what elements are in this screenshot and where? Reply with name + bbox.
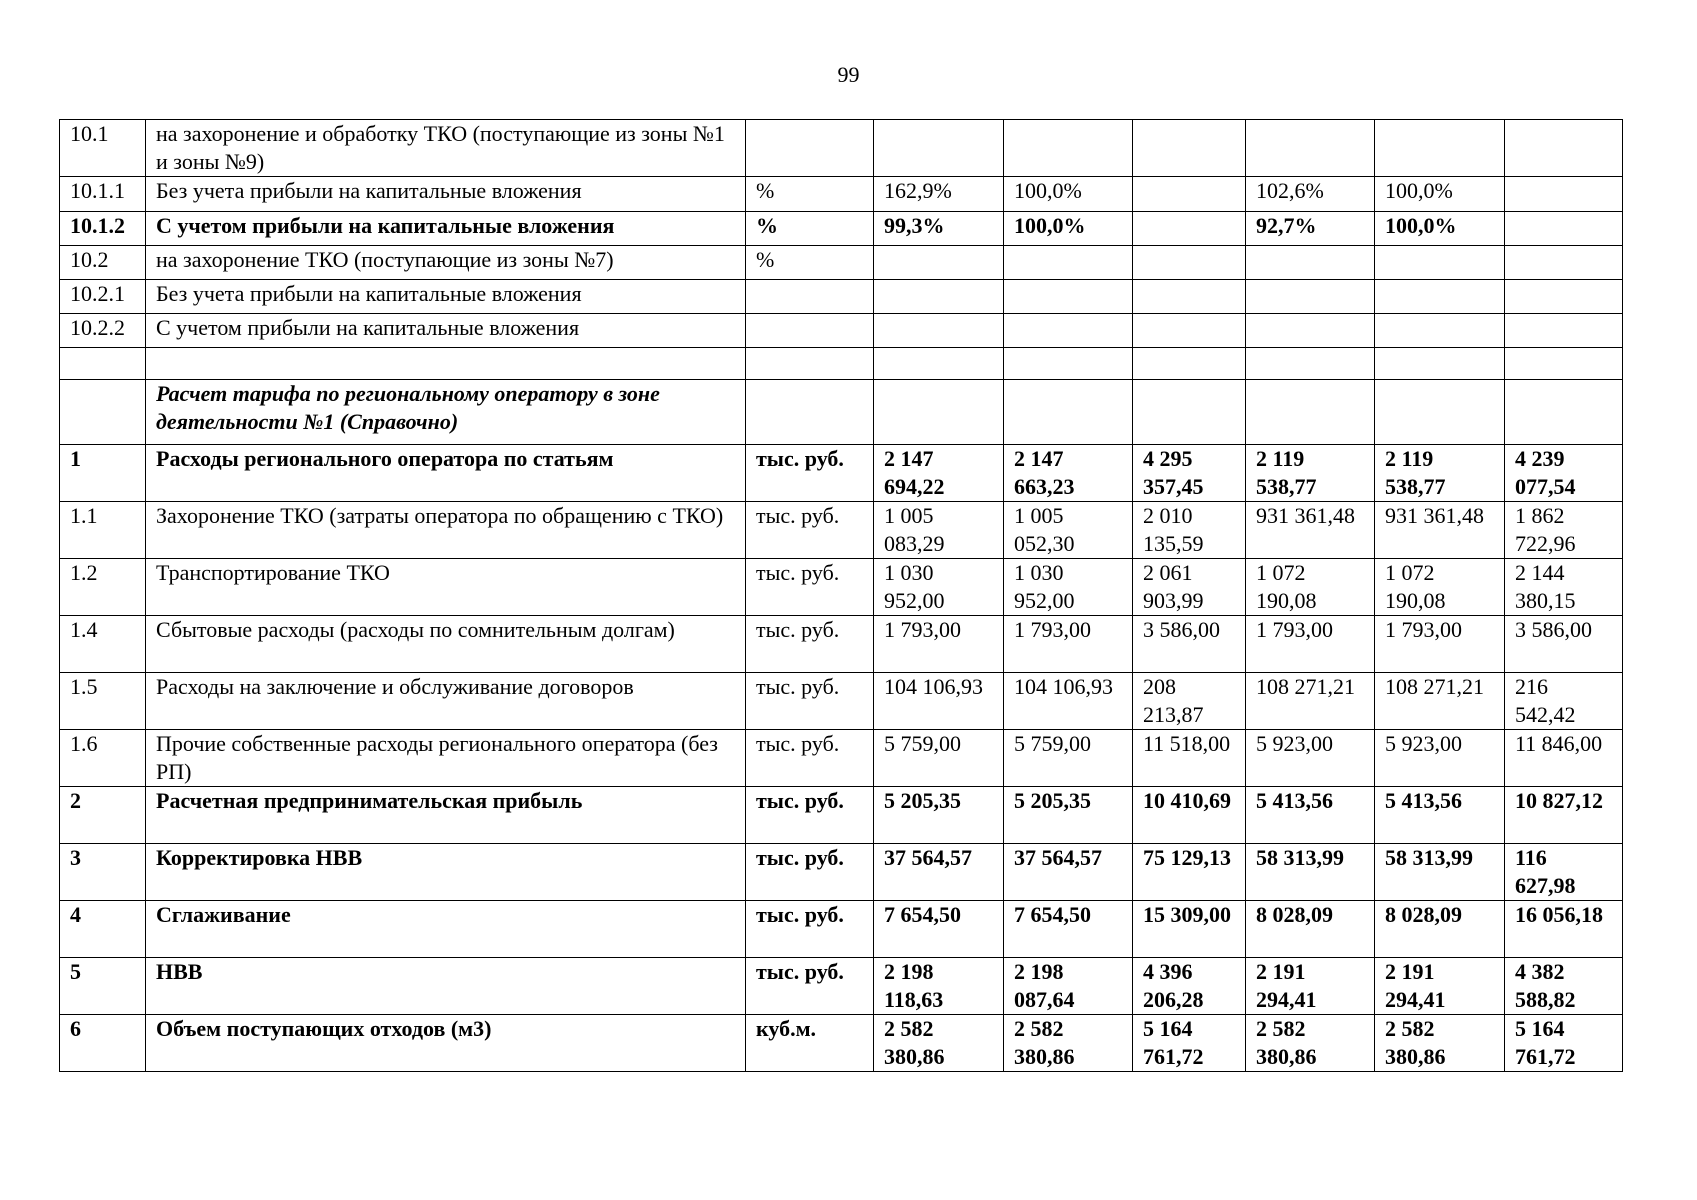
table-row: [60, 212, 1623, 246]
value-cell-6: [1505, 348, 1623, 380]
table-row: [60, 314, 1623, 348]
value-cell-1: [874, 314, 1004, 348]
value-cell-5: 100,0%: [1375, 177, 1505, 212]
value-cell-1: 37 564,57: [874, 844, 1004, 901]
unit-cell: тыс. руб.: [746, 958, 874, 1015]
row-label-cell: Расчет тарифа по региональному оператору в зоне деятельности №1 (Справочно): [146, 380, 746, 445]
table-row: [60, 787, 1623, 844]
value-cell-3: 15 309,00: [1133, 901, 1246, 958]
value-cell-4: 102,6%: [1246, 177, 1375, 212]
value-cell-3: 208 213,87: [1133, 673, 1246, 730]
unit-cell: тыс. руб.: [746, 901, 874, 958]
value-cell-1: 2 582 380,86: [874, 1015, 1004, 1072]
unit-cell: тыс. руб.: [746, 844, 874, 901]
table-row: [60, 246, 1623, 280]
value-cell-2: [1004, 314, 1133, 348]
table-body: [60, 120, 1623, 1072]
value-cell-3: 2 061 903,99: [1133, 559, 1246, 616]
row-label-cell: [146, 348, 746, 380]
value-cell-6: 4 239 077,54: [1505, 445, 1623, 502]
table-row: [60, 673, 1623, 730]
value-cell-3: [1133, 280, 1246, 314]
table-row: [60, 380, 1623, 445]
unit-cell: тыс. руб.: [746, 673, 874, 730]
table-row: [60, 1015, 1623, 1072]
value-cell-3: 10 410,69: [1133, 787, 1246, 844]
unit-cell: тыс. руб.: [746, 502, 874, 559]
row-label-cell: Захоронение ТКО (затраты оператора по обращению с ТКО): [146, 502, 746, 559]
value-cell-5: [1375, 314, 1505, 348]
value-cell-6: 3 586,00: [1505, 616, 1623, 673]
row-number-cell: 1: [60, 445, 146, 502]
unit-cell: [746, 348, 874, 380]
value-cell-6: 1 862 722,96: [1505, 502, 1623, 559]
value-cell-1: 5 759,00: [874, 730, 1004, 787]
value-cell-4: 2 191 294,41: [1246, 958, 1375, 1015]
unit-cell: куб.м.: [746, 1015, 874, 1072]
row-label-cell: Расчетная предпринимательская прибыль: [146, 787, 746, 844]
value-cell-1: 1 030 952,00: [874, 559, 1004, 616]
value-cell-4: [1246, 314, 1375, 348]
value-cell-2: 100,0%: [1004, 177, 1133, 212]
value-cell-5: 1 072 190,08: [1375, 559, 1505, 616]
value-cell-3: [1133, 246, 1246, 280]
row-number-cell: 3: [60, 844, 146, 901]
row-number-cell: 5: [60, 958, 146, 1015]
table-row: [60, 844, 1623, 901]
value-cell-5: [1375, 120, 1505, 177]
value-cell-4: [1246, 120, 1375, 177]
table-row: [60, 348, 1623, 380]
value-cell-1: 1 793,00: [874, 616, 1004, 673]
value-cell-2: 1 030 952,00: [1004, 559, 1133, 616]
value-cell-2: [1004, 380, 1133, 445]
value-cell-4: [1246, 380, 1375, 445]
value-cell-5: 2 191 294,41: [1375, 958, 1505, 1015]
value-cell-3: 4 396 206,28: [1133, 958, 1246, 1015]
value-cell-2: 2 582 380,86: [1004, 1015, 1133, 1072]
table-row: [60, 120, 1623, 177]
value-cell-3: [1133, 348, 1246, 380]
value-cell-3: [1133, 120, 1246, 177]
value-cell-1: [874, 120, 1004, 177]
value-cell-5: 931 361,48: [1375, 502, 1505, 559]
value-cell-3: 75 129,13: [1133, 844, 1246, 901]
table-row: [60, 502, 1623, 559]
value-cell-2: 104 106,93: [1004, 673, 1133, 730]
row-label-cell: Транспортирование ТКО: [146, 559, 746, 616]
row-label-cell: НВВ: [146, 958, 746, 1015]
value-cell-4: [1246, 348, 1375, 380]
row-number-cell: 1.6: [60, 730, 146, 787]
value-cell-5: [1375, 380, 1505, 445]
page-number: 99: [837, 62, 860, 87]
row-label-cell: Объем поступающих отходов (м3): [146, 1015, 746, 1072]
row-label-cell: С учетом прибыли на капитальные вложения: [146, 314, 746, 348]
value-cell-6: 5 164 761,72: [1505, 1015, 1623, 1072]
unit-cell: [746, 314, 874, 348]
value-cell-6: 4 382 588,82: [1505, 958, 1623, 1015]
table-row: [60, 280, 1623, 314]
value-cell-1: 1 005 083,29: [874, 502, 1004, 559]
value-cell-1: 5 205,35: [874, 787, 1004, 844]
unit-cell: [746, 280, 874, 314]
value-cell-6: [1505, 177, 1623, 212]
value-cell-5: 100,0%: [1375, 212, 1505, 246]
value-cell-2: [1004, 348, 1133, 380]
value-cell-6: [1505, 246, 1623, 280]
row-number-cell: 1.5: [60, 673, 146, 730]
value-cell-4: 5 923,00: [1246, 730, 1375, 787]
value-cell-1: [874, 380, 1004, 445]
value-cell-5: 1 793,00: [1375, 616, 1505, 673]
value-cell-1: [874, 280, 1004, 314]
value-cell-3: 2 010 135,59: [1133, 502, 1246, 559]
value-cell-4: [1246, 246, 1375, 280]
value-cell-5: [1375, 280, 1505, 314]
row-label-cell: Расходы регионального оператора по статьям: [146, 445, 746, 502]
unit-cell: [746, 120, 874, 177]
table-row: [60, 958, 1623, 1015]
value-cell-1: 2 147 694,22: [874, 445, 1004, 502]
value-cell-5: 58 313,99: [1375, 844, 1505, 901]
value-cell-6: [1505, 380, 1623, 445]
row-label-cell: на захоронение ТКО (поступающие из зоны №7): [146, 246, 746, 280]
table-row: [60, 730, 1623, 787]
value-cell-5: [1375, 348, 1505, 380]
value-cell-5: 2 582 380,86: [1375, 1015, 1505, 1072]
value-cell-3: [1133, 177, 1246, 212]
unit-cell: тыс. руб.: [746, 730, 874, 787]
value-cell-5: 2 119 538,77: [1375, 445, 1505, 502]
row-label-cell: Сбытовые расходы (расходы по сомнительным долгам): [146, 616, 746, 673]
tariff-table: [59, 119, 1623, 1072]
table-row: [60, 901, 1623, 958]
value-cell-4: 8 028,09: [1246, 901, 1375, 958]
value-cell-6: 216 542,42: [1505, 673, 1623, 730]
table-row: [60, 177, 1623, 212]
value-cell-2: 5 759,00: [1004, 730, 1133, 787]
value-cell-3: [1133, 380, 1246, 445]
row-label-cell: на захоронение и обработку ТКО (поступающие из зоны №1 и зоны №9): [146, 120, 746, 177]
row-label-cell: Расходы на заключение и обслуживание договоров: [146, 673, 746, 730]
unit-cell: тыс. руб.: [746, 445, 874, 502]
value-cell-6: 10 827,12: [1505, 787, 1623, 844]
value-cell-2: [1004, 246, 1133, 280]
row-number-cell: 1.2: [60, 559, 146, 616]
value-cell-6: [1505, 120, 1623, 177]
value-cell-4: 108 271,21: [1246, 673, 1375, 730]
unit-cell: %: [746, 212, 874, 246]
row-label-cell: Сглаживание: [146, 901, 746, 958]
value-cell-4: 2 119 538,77: [1246, 445, 1375, 502]
value-cell-3: [1133, 314, 1246, 348]
value-cell-6: [1505, 314, 1623, 348]
value-cell-4: 92,7%: [1246, 212, 1375, 246]
value-cell-5: 108 271,21: [1375, 673, 1505, 730]
row-number-cell: 10.2.2: [60, 314, 146, 348]
value-cell-6: 116 627,98: [1505, 844, 1623, 901]
value-cell-6: [1505, 212, 1623, 246]
value-cell-2: 5 205,35: [1004, 787, 1133, 844]
table-row: [60, 616, 1623, 673]
value-cell-2: 37 564,57: [1004, 844, 1133, 901]
row-label-cell: Без учета прибыли на капитальные вложения: [146, 280, 746, 314]
value-cell-3: 3 586,00: [1133, 616, 1246, 673]
row-number-cell: 10.1.1: [60, 177, 146, 212]
value-cell-2: 2 198 087,64: [1004, 958, 1133, 1015]
unit-cell: [746, 380, 874, 445]
row-number-cell: 1.1: [60, 502, 146, 559]
row-number-cell: 10.2.1: [60, 280, 146, 314]
row-number-cell: 10.1.2: [60, 212, 146, 246]
value-cell-3: 5 164 761,72: [1133, 1015, 1246, 1072]
value-cell-2: 1 793,00: [1004, 616, 1133, 673]
value-cell-2: 100,0%: [1004, 212, 1133, 246]
value-cell-3: 11 518,00: [1133, 730, 1246, 787]
unit-cell: %: [746, 177, 874, 212]
unit-cell: тыс. руб.: [746, 787, 874, 844]
value-cell-6: [1505, 280, 1623, 314]
value-cell-4: [1246, 280, 1375, 314]
value-cell-6: 2 144 380,15: [1505, 559, 1623, 616]
unit-cell: %: [746, 246, 874, 280]
value-cell-2: [1004, 280, 1133, 314]
value-cell-5: 8 028,09: [1375, 901, 1505, 958]
value-cell-6: 11 846,00: [1505, 730, 1623, 787]
value-cell-5: 5 413,56: [1375, 787, 1505, 844]
row-label-cell: Без учета прибыли на капитальные вложения: [146, 177, 746, 212]
unit-cell: тыс. руб.: [746, 559, 874, 616]
row-number-cell: 4: [60, 901, 146, 958]
row-number-cell: 6: [60, 1015, 146, 1072]
row-label-cell: Прочие собственные расходы регионального оператора (без РП): [146, 730, 746, 787]
value-cell-1: [874, 348, 1004, 380]
value-cell-1: [874, 246, 1004, 280]
value-cell-1: 2 198 118,63: [874, 958, 1004, 1015]
value-cell-4: 58 313,99: [1246, 844, 1375, 901]
unit-cell: тыс. руб.: [746, 616, 874, 673]
row-number-cell: 10.1: [60, 120, 146, 177]
table-row: [60, 559, 1623, 616]
row-label-cell: С учетом прибыли на капитальные вложения: [146, 212, 746, 246]
value-cell-2: 7 654,50: [1004, 901, 1133, 958]
row-number-cell: 2: [60, 787, 146, 844]
table-row: [60, 445, 1623, 502]
value-cell-5: [1375, 246, 1505, 280]
value-cell-2: [1004, 120, 1133, 177]
row-number-cell: [60, 348, 146, 380]
row-number-cell: [60, 380, 146, 445]
value-cell-2: 1 005 052,30: [1004, 502, 1133, 559]
value-cell-4: 931 361,48: [1246, 502, 1375, 559]
value-cell-4: 1 072 190,08: [1246, 559, 1375, 616]
value-cell-1: 104 106,93: [874, 673, 1004, 730]
value-cell-2: 2 147 663,23: [1004, 445, 1133, 502]
value-cell-6: 16 056,18: [1505, 901, 1623, 958]
value-cell-3: 4 295 357,45: [1133, 445, 1246, 502]
value-cell-4: 2 582 380,86: [1246, 1015, 1375, 1072]
value-cell-1: 162,9%: [874, 177, 1004, 212]
value-cell-5: 5 923,00: [1375, 730, 1505, 787]
row-number-cell: 1.4: [60, 616, 146, 673]
row-number-cell: 10.2: [60, 246, 146, 280]
value-cell-3: [1133, 212, 1246, 246]
value-cell-4: 1 793,00: [1246, 616, 1375, 673]
row-label-cell: Корректировка НВВ: [146, 844, 746, 901]
value-cell-4: 5 413,56: [1246, 787, 1375, 844]
value-cell-1: 7 654,50: [874, 901, 1004, 958]
value-cell-1: 99,3%: [874, 212, 1004, 246]
